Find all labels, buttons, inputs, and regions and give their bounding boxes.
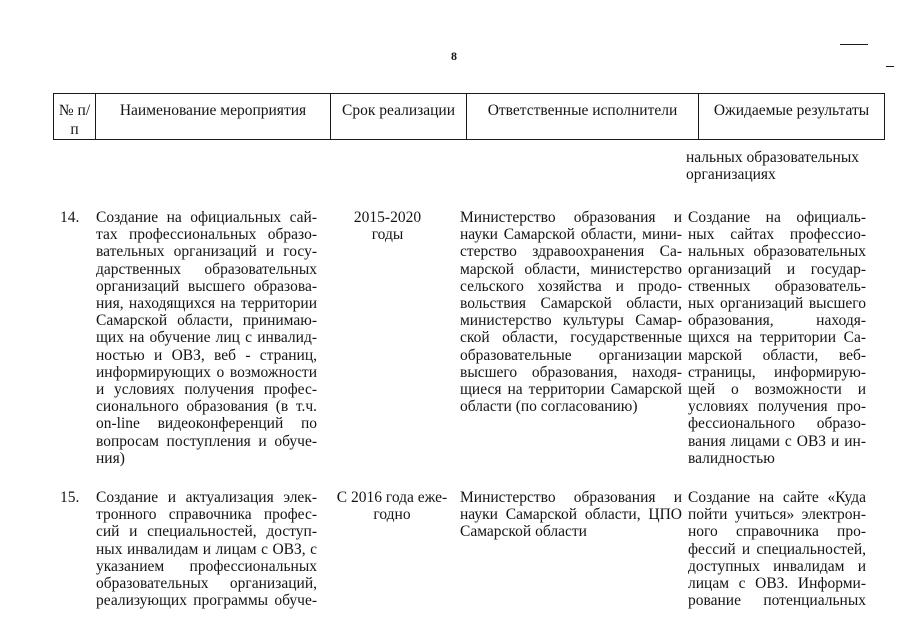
text-line: нальных образовательных bbox=[686, 149, 860, 166]
text-line: годно bbox=[373, 506, 411, 524]
text-line: Создание на официальных сай- bbox=[96, 209, 317, 226]
text-line: стерство здравоохранения Са- bbox=[460, 243, 682, 261]
text-line: нальных образовательных bbox=[688, 243, 866, 261]
text-line: 2015-2020 bbox=[353, 209, 422, 226]
page-number: 8 bbox=[451, 49, 457, 63]
expected-results bbox=[688, 209, 866, 467]
scan-mark-right bbox=[886, 66, 894, 67]
text-line: науки Самарской области, мини- bbox=[460, 226, 682, 244]
activity-name bbox=[96, 489, 317, 609]
header-term: Срок реализации bbox=[331, 94, 467, 140]
text-line: сий и специальностей, доступ- bbox=[96, 523, 317, 541]
text-line: сионального образования (в т.ч. bbox=[96, 398, 317, 416]
text-line: организаций высшего образова- bbox=[96, 277, 317, 295]
text-line: министерство культуры Самар- bbox=[460, 312, 682, 330]
text-line: фессионального образо- bbox=[688, 415, 866, 433]
text-line: образовательных организаций, bbox=[96, 575, 317, 593]
text-line: лицам с ОВЗ. Информи- bbox=[688, 575, 866, 593]
text-line: ных сайтах профессио- bbox=[688, 226, 866, 244]
text-line: марской области, министерство bbox=[460, 260, 682, 278]
text-line: рование потенциальных bbox=[688, 592, 866, 610]
text-line: Министерство образования и bbox=[460, 489, 682, 506]
text-line: сельского хозяйства и продо- bbox=[460, 277, 682, 295]
implementation-term bbox=[332, 489, 452, 523]
implementation-term bbox=[325, 209, 450, 243]
text-line: и условиях получения профес- bbox=[96, 381, 317, 399]
table-header bbox=[53, 93, 885, 140]
table-header-row bbox=[54, 94, 885, 140]
text-line: вопросам поступления и обуче- bbox=[96, 432, 317, 450]
header-num: № п/п bbox=[54, 94, 96, 140]
text-line: образования, находя- bbox=[688, 312, 866, 330]
row-number: 15. bbox=[60, 489, 80, 506]
expected-results bbox=[688, 489, 866, 609]
text-line: пойти учиться» электрон- bbox=[688, 506, 866, 524]
text-line: тронного справочника профес- bbox=[96, 506, 317, 524]
text-line: ного справочника про- bbox=[688, 523, 866, 541]
scan-mark-top-right bbox=[840, 44, 868, 45]
header-results: Ожидаемые результаты bbox=[699, 94, 885, 140]
text-line: страницы, информирую- bbox=[688, 363, 866, 381]
text-line: информирующих о возможности bbox=[96, 363, 317, 381]
text-line: С 2016 года еже- bbox=[336, 489, 448, 506]
responsible-executors bbox=[460, 209, 682, 415]
text-line: Создание и актуализация элек- bbox=[96, 489, 317, 506]
text-line: ской области, государственные bbox=[460, 329, 682, 347]
text-line: валидностью bbox=[688, 449, 775, 467]
text-line: науки Самарской области, ЦПО bbox=[460, 506, 682, 524]
text-line: фессий и специальностей, bbox=[688, 540, 866, 558]
text-line: ных инвалидам и лицам с ОВЗ, с bbox=[96, 540, 317, 558]
text-line: щих на обучение лиц с инвалид- bbox=[96, 329, 317, 347]
text-line: Самарской области, принимаю- bbox=[96, 312, 317, 330]
text-line: ственных образователь- bbox=[688, 277, 866, 295]
text-line: вольствия Самарской области, bbox=[460, 295, 682, 313]
text-line: организациях bbox=[686, 166, 776, 184]
text-line: тах профессиональных образо- bbox=[96, 226, 317, 244]
activity-name bbox=[96, 209, 317, 467]
text-line: Министерство образования и bbox=[460, 209, 682, 226]
text-line: щей о возможности и bbox=[688, 381, 866, 399]
text-line: доступных инвалидам и bbox=[688, 557, 866, 575]
text-line: щиеся на территории Самарской bbox=[460, 381, 682, 399]
text-line: указанием профессиональных bbox=[96, 557, 317, 575]
text-line: годы bbox=[371, 226, 404, 244]
header-name: Наименование мероприятия bbox=[96, 94, 331, 140]
text-line: вания лицами с ОВЗ и ин- bbox=[688, 432, 866, 450]
text-line: высшего образования, находя- bbox=[460, 363, 682, 381]
text-line: области (по согласованию) bbox=[460, 398, 638, 416]
text-line: щихся на территории Са- bbox=[688, 329, 866, 347]
text-line: дарственных образовательных bbox=[96, 260, 317, 278]
text-line: Самарской области bbox=[460, 523, 587, 541]
row-number: 14. bbox=[60, 209, 80, 226]
header-responsible: Ответственные исполнители bbox=[467, 94, 699, 140]
text-line: образовательные организации bbox=[460, 346, 682, 364]
text-line: вательных организаций и госу- bbox=[96, 243, 317, 261]
text-line: ных организаций высшего bbox=[688, 295, 866, 313]
text-line: организаций и государ- bbox=[688, 260, 866, 278]
text-line: ния) bbox=[96, 449, 125, 467]
continuation-results bbox=[686, 149, 866, 183]
text-line: реализующих программы обуче- bbox=[96, 592, 317, 610]
responsible-executors bbox=[460, 489, 682, 541]
text-line: условиях получения про- bbox=[688, 398, 866, 416]
text-line: on-line видеоконференций по bbox=[96, 415, 317, 433]
text-line: ностью и ОВЗ, веб - страниц, bbox=[96, 346, 317, 364]
text-line: ния, находящихся на территории bbox=[96, 295, 317, 313]
text-line: Создание на официаль- bbox=[688, 209, 866, 226]
text-line: Создание на сайте «Куда bbox=[688, 489, 866, 506]
text-line: марской области, веб- bbox=[688, 346, 866, 364]
